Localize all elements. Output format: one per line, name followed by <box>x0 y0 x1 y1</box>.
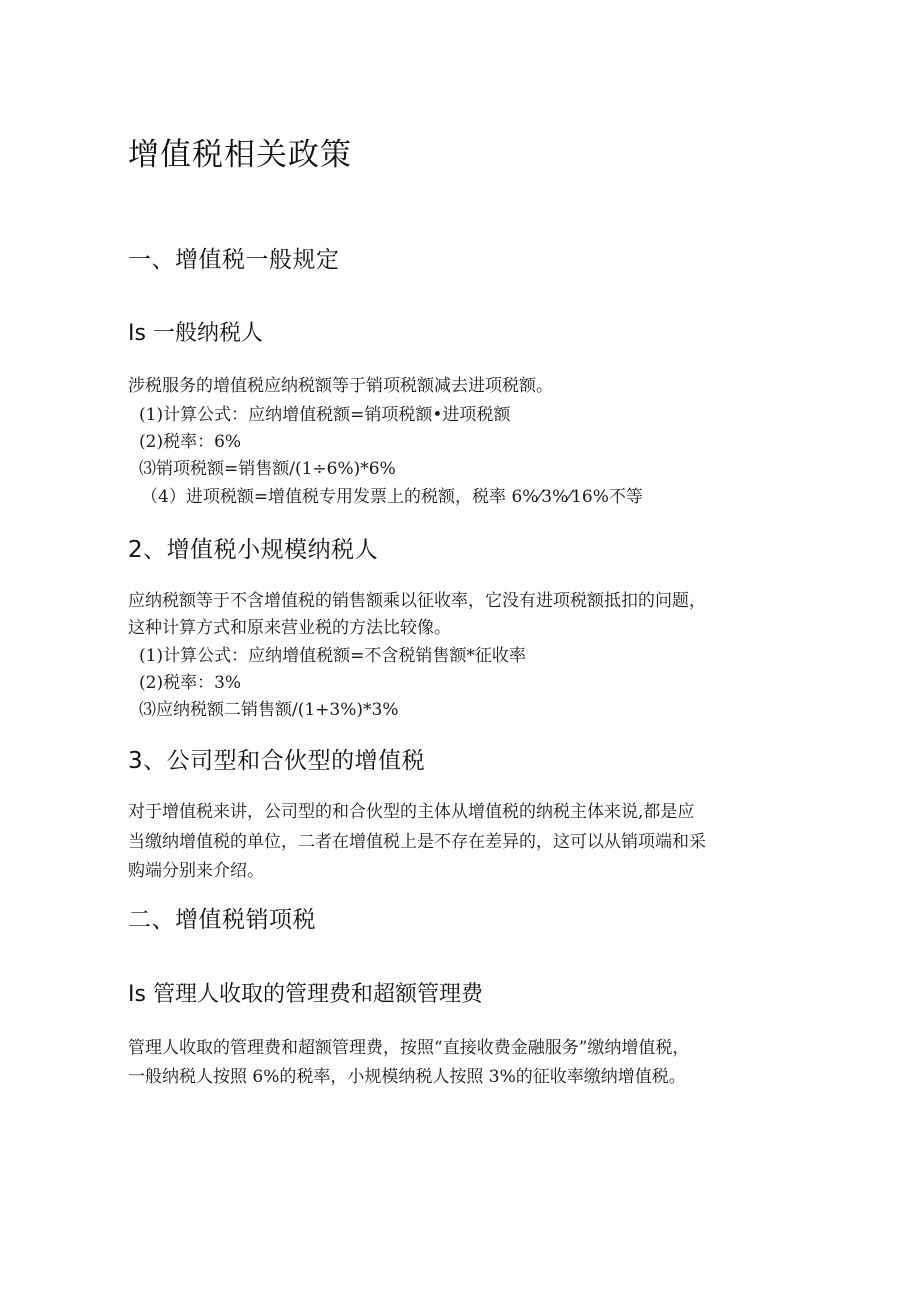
page-title: 增值税相关政策 <box>128 137 352 173</box>
section-heading-1: 一、增值税一般规定 <box>128 247 340 273</box>
subsection-heading-management-fee: Is 管理人收取的管理费和超额管理费 <box>128 982 483 1007</box>
list-item-small-scale-rate: (2)税率：3% <box>139 673 242 693</box>
subsection-heading-small-scale: 2、增值税小规模纳税人 <box>128 537 379 563</box>
paragraph-company-partnership-line-2: 当缴纳增值税的单位，二者在增值税上是不存在差异的，这可以从销项端和采 <box>128 832 706 852</box>
paragraph-small-scale-line-1: 应纳税额等于不含增值税的销售额乘以征收率，它没有进项税额抵扣的问题， <box>128 591 706 611</box>
paragraph-company-partnership-line-3: 购端分别来介绍。 <box>128 861 264 881</box>
list-item-rate: (2)税率：6% <box>139 432 242 452</box>
paragraph-management-fee-line-2: 一般纳税人按照 6%的税率，小规模纳税人按照 3%的征收率缴纳增值税。 <box>128 1067 686 1087</box>
paragraph-general-taxpayer-intro: 涉税服务的增值税应纳税额等于销项税额减去进项税额。 <box>128 376 553 396</box>
list-item-small-scale-formula: (1)计算公式：应纳增值税额=不含税销售额*征收率 <box>139 646 526 666</box>
paragraph-company-partnership-line-1: 对于增值税来讲，公司型的和合伙型的主体从增值税的纳税主体来说,都是应 <box>128 802 695 822</box>
list-item-output-tax: ⑶销项税额=销售额/(1÷6%)*6% <box>139 459 396 479</box>
paragraph-small-scale-line-2: 这种计算方式和原来营业税的方法比较像。 <box>128 618 451 638</box>
list-item-formula: (1)计算公式：应纳增值税额=销项税额•进项税额 <box>139 405 511 425</box>
list-item-input-tax: （4）进项税额=增值税专用发票上的税额，税率 6%⁄3%⁄16%不等 <box>141 487 643 507</box>
subsection-heading-company-partnership: 3、公司型和合伙型的增值税 <box>128 748 426 774</box>
list-item-small-scale-tax: ⑶应纳税额二销售额/(1+3%)*3% <box>139 700 399 720</box>
subsection-heading-general-taxpayer: Is 一般纳税人 <box>128 321 263 346</box>
paragraph-management-fee-line-1: 管理人收取的管理费和超额管理费，按照“直接收费金融服务”缴纳增值税， <box>128 1038 690 1058</box>
section-heading-2: 二、增值税销项税 <box>128 907 316 933</box>
